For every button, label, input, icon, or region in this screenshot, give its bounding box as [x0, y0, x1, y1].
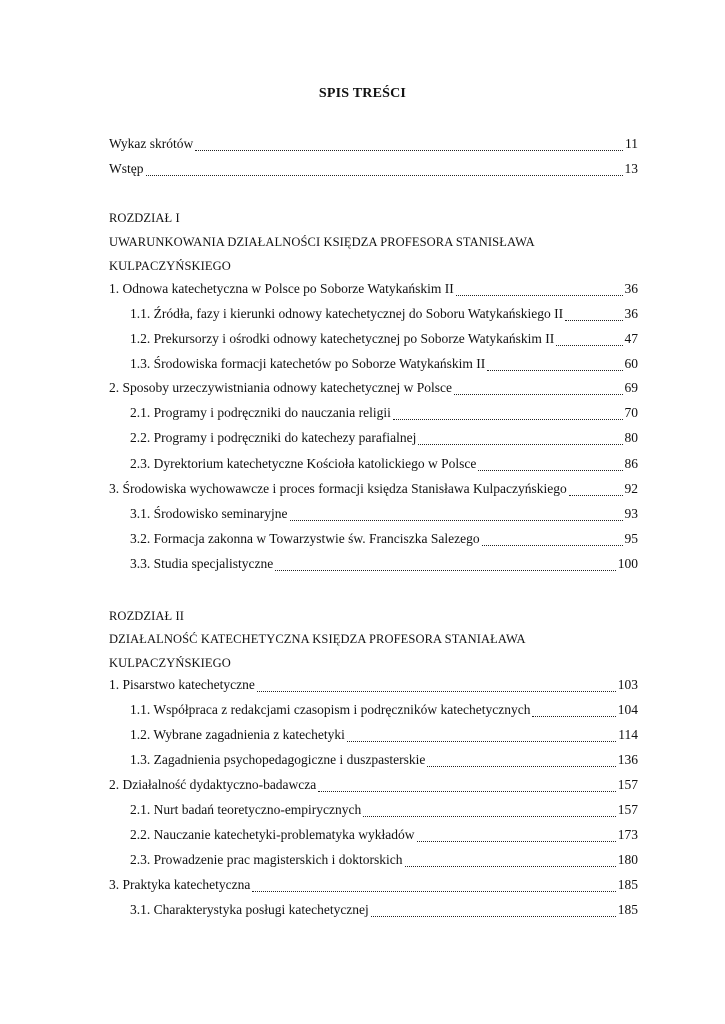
toc-entry	[109, 777, 638, 797]
toc-leader	[257, 691, 616, 692]
toc-leader	[371, 916, 616, 917]
toc-entry-label: 1.1. Źródła, fazy i kierunki odnowy katechetycznej do Soboru Watykańskiego II	[130, 306, 564, 321]
toc-leader	[456, 295, 623, 296]
toc-page-number: 180	[617, 852, 638, 867]
toc-entry	[130, 331, 638, 351]
toc-entry	[130, 356, 638, 376]
toc-entry	[130, 531, 638, 551]
toc-leader	[565, 320, 622, 321]
toc-leader	[556, 345, 622, 346]
chapter-2-title-line2: KULPACZYŃSKIEGO	[109, 656, 231, 670]
toc-leader	[146, 175, 623, 176]
toc-page-number: 157	[617, 777, 638, 792]
toc-page-number: 157	[617, 802, 638, 817]
toc-entry-label: 2.1. Programy i podręczniki do nauczania religii	[130, 405, 391, 420]
toc-entry-abbreviations	[109, 136, 638, 156]
toc-leader	[290, 520, 623, 521]
toc-page-number: 95	[624, 531, 638, 546]
chapter-1-heading: ROZDZIAŁ I	[109, 211, 180, 225]
toc-entry-label: Wykaz skrótów	[109, 136, 194, 151]
toc-leader	[195, 150, 623, 151]
toc-page-number: 47	[624, 331, 638, 346]
toc-page-number: 103	[617, 677, 638, 692]
toc-leader	[417, 841, 616, 842]
toc-entry	[130, 506, 638, 526]
toc-entry-label: 2.3. Dyrektorium katechetyczne Kościoła katolickiego w Polsce	[130, 456, 477, 471]
toc-entry-label: 2.2. Nauczanie katechetyki-problematyka wykładów	[130, 827, 415, 842]
toc-leader	[393, 419, 623, 420]
toc-entry-label: 3.1. Charakterystyka posługi katechetycznej	[130, 902, 369, 917]
chapter-1-title-line2: KULPACZYŃSKIEGO	[109, 259, 231, 273]
toc-entry-label: 1.3. Środowiska formacji katechetów po Soborze Watykańskim II	[130, 356, 486, 371]
toc-entry	[130, 702, 638, 722]
toc-page-number: 93	[624, 506, 638, 521]
toc-page-number: 92	[624, 481, 638, 496]
toc-page-number: 136	[617, 752, 638, 767]
toc-entry-label: 3.2. Formacja zakonna w Towarzystwie św. Franciszka Salezego	[130, 531, 480, 546]
toc-entry-label: 2.1. Nurt badań teoretyczno-empirycznych	[130, 802, 362, 817]
toc-entry	[109, 380, 638, 400]
toc-entry	[109, 481, 638, 501]
toc-leader	[569, 495, 623, 496]
toc-entry	[130, 306, 638, 326]
toc-entry-label: 1.2. Wybrane zagadnienia z katechetyki	[130, 727, 345, 742]
chapter-2-title-line1: DZIAŁALNOŚĆ KATECHETYCZNA KSIĘDZA PROFESORA STANIAŁAWA	[109, 632, 526, 646]
toc-leader	[252, 891, 615, 892]
toc-entry-label: 1.2. Prekursorzy i ośrodki odnowy katechetycznej po Soborze Watykańskim II	[130, 331, 555, 346]
page-title: SPIS TREŚCI	[318, 86, 407, 101]
chapter-1-title-line1: UWARUNKOWANIA DZIAŁALNOŚCI KSIĘDZA PROFESORA STANISŁAWA	[109, 235, 535, 249]
toc-entry-label: 3.1. Środowisko seminaryjne	[130, 506, 288, 521]
toc-page-number: 36	[624, 306, 638, 321]
toc-page-number: 80	[624, 430, 638, 445]
toc-entry	[130, 456, 638, 476]
toc-page-number: 104	[617, 702, 638, 717]
toc-page-number: 36	[624, 281, 638, 296]
toc-entry	[130, 752, 638, 772]
toc-leader	[347, 741, 616, 742]
toc-leader	[318, 791, 615, 792]
toc-leader	[275, 570, 616, 571]
toc-entry	[130, 405, 638, 425]
toc-entry-label: 1. Pisarstwo katechetyczne	[109, 677, 255, 692]
toc-leader	[532, 716, 615, 717]
toc-entry	[109, 677, 638, 697]
toc-page-number: 185	[617, 877, 638, 892]
toc-entry-label: 2. Działalność dydaktyczno-badawcza	[109, 777, 317, 792]
toc-entry	[130, 902, 638, 922]
toc-leader	[405, 866, 616, 867]
toc-leader	[454, 394, 622, 395]
toc-page-number: 114	[618, 727, 638, 742]
toc-page-number: 185	[617, 902, 638, 917]
toc-entry-label: Wstęp	[109, 161, 144, 176]
toc-entry-label: 2.2. Programy i podręczniki do katechezy parafialnej	[130, 430, 417, 445]
toc-page-number: 100	[617, 556, 638, 571]
toc-entry-introduction	[109, 161, 638, 181]
toc-entry	[130, 556, 638, 576]
toc-page-number: 173	[617, 827, 638, 842]
toc-leader	[418, 444, 622, 445]
toc-entry	[109, 877, 638, 897]
toc-leader	[482, 545, 623, 546]
toc-entry	[130, 727, 638, 747]
toc-entry	[109, 281, 638, 301]
toc-entry-label: 3. Środowiska wychowawcze i proces formacji księdza Stanisława Kulpaczyńskiego	[109, 481, 567, 496]
toc-entry	[130, 827, 638, 847]
toc-page-number: 86	[624, 456, 638, 471]
chapter-2-heading: ROZDZIAŁ II	[109, 609, 185, 623]
toc-page-number: 70	[624, 405, 638, 420]
toc-leader	[427, 766, 615, 767]
toc-entry-label: 1.1. Współpraca z redakcjami czasopism i podręczników katechetycznych	[130, 702, 531, 717]
toc-page-number: 13	[624, 161, 638, 176]
toc-entry-label: 3.3. Studia specjalistyczne	[130, 556, 274, 571]
toc-leader	[478, 470, 622, 471]
toc-page-number: 60	[624, 356, 638, 371]
toc-entry-label: 1.3. Zagadnienia psychopedagogiczne i duszpasterskie	[130, 752, 426, 767]
toc-page-number: 11	[625, 136, 638, 151]
toc-entry-label: 2. Sposoby urzeczywistniania odnowy katechetycznej w Polsce	[109, 380, 453, 395]
toc-entry	[130, 852, 638, 872]
toc-entry-label: 3. Praktyka katechetyczna	[109, 877, 251, 892]
toc-entry-label: 2.3. Prowadzenie prac magisterskich i doktorskich	[130, 852, 403, 867]
toc-page-number: 69	[624, 380, 638, 395]
toc-entry-label: 1. Odnowa katechetyczna w Polsce po Soborze Watykańskim II	[109, 281, 454, 296]
toc-entry	[130, 802, 638, 822]
toc-leader	[363, 816, 615, 817]
toc-leader	[487, 370, 622, 371]
toc-entry	[130, 430, 638, 450]
